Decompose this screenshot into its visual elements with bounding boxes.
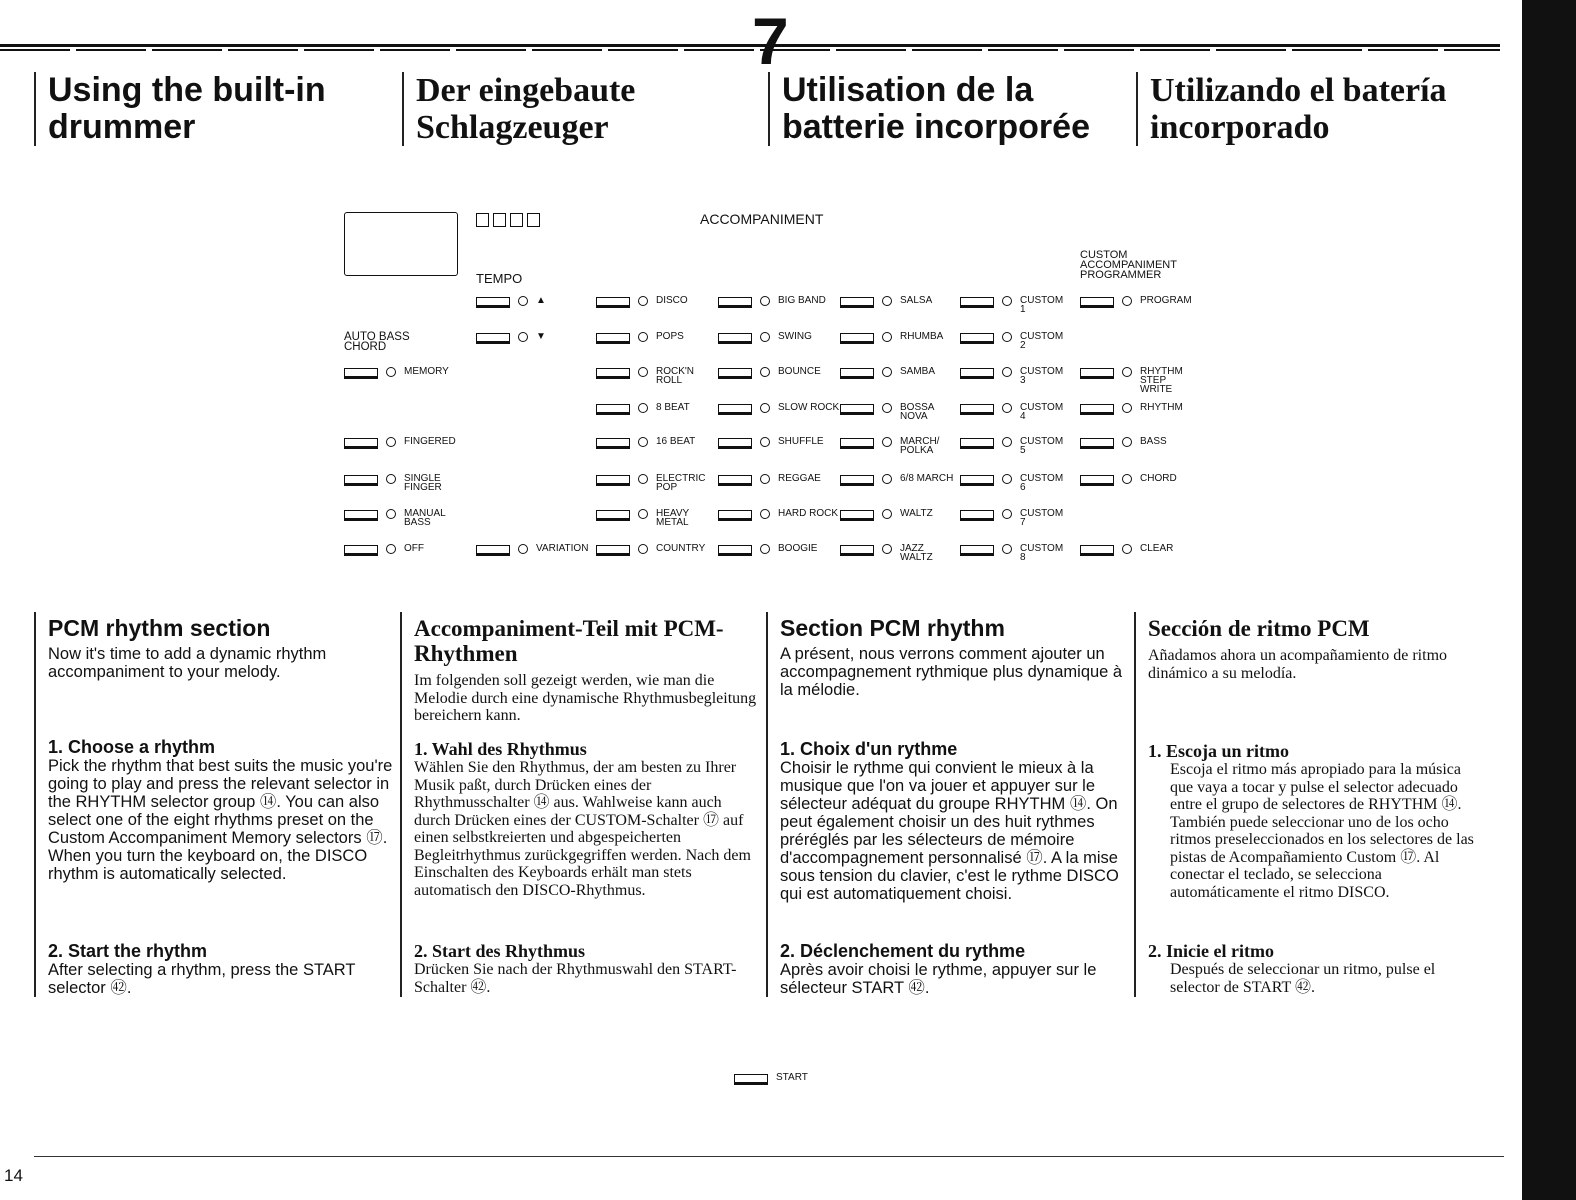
section-en: PCM rhythm section Now it's time to add a dynamic rhythm accompaniment to your melody. 1. Choose a rhythm Pick the rhythm that best suits the music you're going to play and press the relevant selector in the RHYTHM selector group ⑭. You can also select one of the eight rhythms preset on the Custom Accompaniment Memory selectors ⑰. When you turn the keyboard on, the DISCO rhythm is automatically selected. 2. Start the rhythm After selecting a rhythm, press the START selector ㊷. (34, 612, 398, 997)
rhythm-button[interactable]: HEAVY METAL (596, 509, 696, 527)
abc-memory-button[interactable]: MEMORY (344, 367, 449, 379)
title-fr: Utilisation de la batterie incorporée (768, 72, 1090, 146)
abc-fingered-button[interactable]: FINGERED (344, 437, 456, 449)
custom-button[interactable]: CUSTOM 7 (960, 509, 1063, 527)
rhythm-button[interactable]: POPS (596, 332, 684, 344)
abc-single-finger-button[interactable]: SINGLE FINGER (344, 474, 444, 492)
step-heading: 2. Déclenchement du rythme (780, 941, 1026, 961)
rhythm-button[interactable]: 16 BEAT (596, 437, 695, 449)
rhythm-button[interactable]: BOOGIE (718, 544, 817, 556)
custom-button[interactable]: CUSTOM 4 (960, 403, 1063, 421)
step-heading: 1. Escoja un ritmo (1148, 741, 1289, 761)
auto-bass-chord-label: AUTO BASS CHORD (344, 331, 410, 353)
custom-button[interactable]: CUSTOM 8 (960, 544, 1063, 562)
lcd-display (344, 212, 458, 276)
rhythm-button[interactable]: DISCO (596, 296, 688, 308)
start-button[interactable]: START (734, 1073, 808, 1085)
section-heading: Accompaniment-Teil mit PCM-Rhythmen (414, 616, 724, 666)
section-heading: Sección de ritmo PCM (1148, 616, 1370, 641)
title-es: Utilizando el batería incorporado (1136, 72, 1447, 146)
title-en: Using the built-in drummer (34, 72, 326, 146)
rhythm-step-write-button[interactable]: RHYTHM STEP WRITE (1080, 367, 1200, 394)
program-button[interactable]: PROGRAM (1080, 296, 1192, 308)
rhythm-button[interactable]: 8 BEAT (596, 403, 690, 415)
rhythm-button[interactable]: SAMBA (840, 367, 935, 379)
rhythm-button[interactable]: REGGAE (718, 474, 821, 486)
custom-button[interactable]: CUSTOM 1 (960, 296, 1063, 314)
rhythm-button[interactable]: SHUFFLE (718, 437, 824, 449)
custom-programmer-label: CUSTOM ACCOMPANIMENT PROGRAMMER (1080, 249, 1177, 281)
page-number: 14 (4, 1166, 23, 1185)
custom-button[interactable]: CUSTOM 5 (960, 437, 1063, 455)
footer-rule (34, 1156, 1504, 1157)
up-arrow-icon: ▲ (536, 295, 546, 306)
title-de: Der eingebaute Schlagzeuger (402, 72, 635, 146)
down-arrow-icon: ▼ (536, 331, 546, 342)
tempo-segment-display (476, 213, 544, 232)
rhythm-button[interactable]: SWING (718, 332, 812, 344)
rhythm-button[interactable]: MARCH/ POLKA (840, 437, 940, 455)
programmer-bass-button[interactable]: BASS (1080, 437, 1167, 449)
custom-button[interactable]: CUSTOM 6 (960, 474, 1063, 492)
rhythm-button[interactable]: ROCK'N ROLL (596, 367, 696, 385)
step-heading: 1. Choose a rhythm (48, 737, 216, 757)
custom-button[interactable]: CUSTOM 2 (960, 332, 1063, 350)
step-heading: 2. Inicie el ritmo (1148, 941, 1274, 961)
rhythm-button[interactable]: SLOW ROCK (718, 403, 839, 415)
chapter-number: 7 (752, 4, 789, 78)
step-heading: 1. Choix d'un rythme (780, 739, 958, 759)
accompaniment-label: ACCOMPANIMENT (700, 211, 824, 227)
abc-manual-bass-button[interactable]: MANUAL BASS (344, 509, 449, 527)
rhythm-button[interactable]: WALTZ (840, 509, 933, 521)
rhythm-button[interactable]: SALSA (840, 296, 932, 308)
step-heading: 2. Start des Rhythmus (414, 941, 586, 961)
step-heading: 2. Start the rhythm (48, 941, 208, 961)
section-heading: PCM rhythm section (48, 615, 271, 641)
rhythm-button[interactable]: BIG BAND (718, 296, 826, 308)
section-heading: Section PCM rhythm (780, 615, 1005, 641)
programmer-rhythm-button[interactable]: RHYTHM (1080, 403, 1183, 415)
programmer-chord-button[interactable]: CHORD (1080, 474, 1177, 486)
rhythm-button[interactable]: ELECTRIC POP (596, 474, 696, 492)
rhythm-button[interactable]: BOUNCE (718, 367, 821, 379)
step-heading: 1. Wahl des Rhythmus (414, 739, 587, 759)
tempo-down-button[interactable] (476, 332, 546, 344)
section-fr: Section PCM rhythm A présent, nous verrons comment ajouter un accompagnement rythmique plus dynamique à la mélodie. 1. Choix d'un rythme Choisir le rythme qui convient le mieux à la musique que l'on va jouer et appuyer sur le sélecteur adéquat du groupe RHYTHM ⑭. On peut également choisir un des huit rythmes préréglés par les sélecteurs de mémoire d'accompagnement personnalisé ⑰. A la mise sous tension du clavier, c'est le rythme DISCO qui est automatiquement choisi. 2. Déclenchement du rythme Après avoir choisi le rythme, appuyer sur le sélecteur START ㊷. (766, 612, 1128, 997)
rhythm-button[interactable]: 6/8 MARCH (840, 474, 953, 486)
page-edge-bar (1522, 0, 1576, 1200)
section-de: Accompaniment-Teil mit PCM-Rhythmen Im folgenden soll gezeigt werden, wie man die Melodie durch eine dynamische Rhythmusbegleitung bereichern kann. 1. Wahl des Rhythmus Wählen Sie den Rhythmus, der am besten zu Ihrer Musik paßt, durch Drücken eines der Rhythmusschalter ⑭ aus. Wahlweise kann auch durch Drücken eines der CUSTOM-Schalter ⑰ auf einen selbstkreierten und abgespeicherten Begleitrhythmus zurückgegriffen werden. Nach dem Einschalten des Keyboards erhält man stets automatisch den DISCO-Rhythmus. 2. Start des Rhythmus Drücken Sie nach der Rhythmuswahl den START-Schalter ㊷. (400, 612, 758, 997)
rhythm-button[interactable]: RHUMBA (840, 332, 943, 344)
tempo-label: TEMPO (476, 271, 523, 286)
abc-off-button[interactable]: OFF (344, 544, 424, 556)
custom-button[interactable]: CUSTOM 3 (960, 367, 1063, 385)
rhythm-button[interactable]: BOSSA NOVA (840, 403, 936, 421)
rhythm-button[interactable]: COUNTRY (596, 544, 705, 556)
variation-button[interactable]: VARIATION (476, 544, 588, 556)
section-es: Sección de ritmo PCM Añadamos ahora un acompañamiento de ritmo dinámico a su melodía. 1. Escoja un ritmo Escoja el ritmo más apropiado para la música que vaya a tocar y pulse el selector adecuado entre el grupo de selectores de RHYTHM ⑭. También puede seleccionar uno de los ocho ritmos preseleccionados en los selectores de las pistas de Acompañamiento Custom ⑰. Al conectar el teclado, se selecciona automáticamente el ritmo DISCO. 2. Inicie el ritmo Después de seleccionar un ritmo, pulse el selector de START ㊷. (1134, 612, 1488, 997)
tempo-up-button[interactable] (476, 296, 546, 308)
programmer-clear-button[interactable]: CLEAR (1080, 544, 1173, 556)
rhythm-button[interactable]: HARD ROCK (718, 509, 838, 521)
rhythm-button[interactable]: JAZZ WALTZ (840, 544, 936, 562)
